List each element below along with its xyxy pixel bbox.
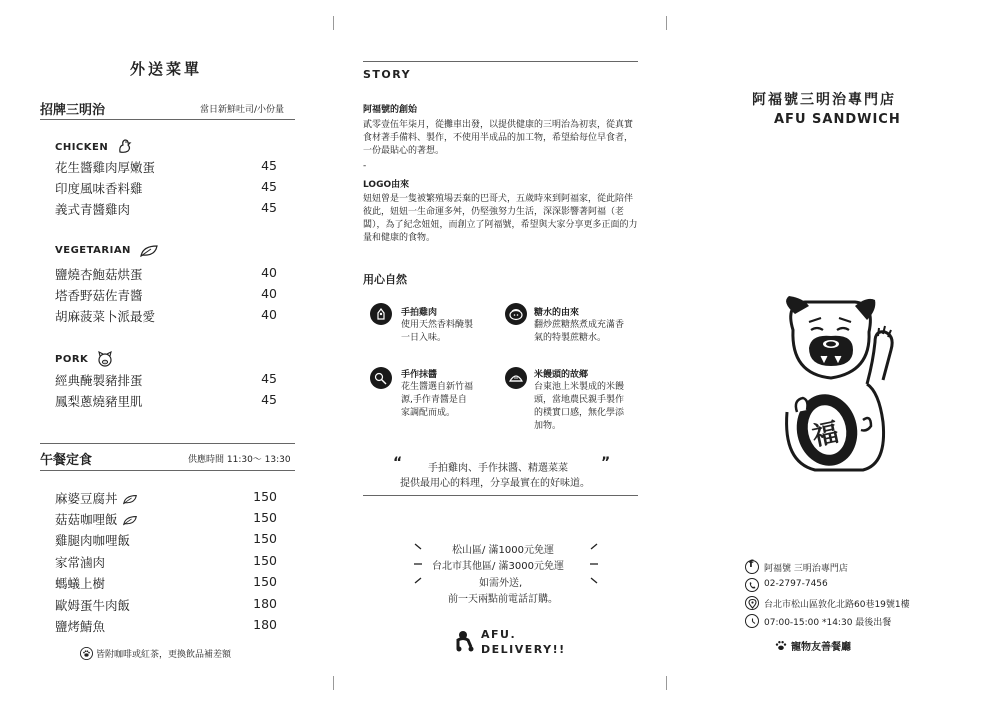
- pug-mascot-logo: [775, 292, 900, 477]
- delivery-line: 如需外送,: [479, 578, 523, 589]
- shop-title-en: AFU SANDWICH: [774, 112, 901, 127]
- fold-mark: [666, 676, 667, 690]
- item-name: 雞腿肉咖哩飯: [55, 533, 131, 548]
- divider: [40, 119, 295, 120]
- quote-line-2: 提供最用心的料理，分享最實在的好味道。: [400, 478, 590, 489]
- care-title: 用心自然: [363, 273, 407, 286]
- menu-item: [55, 531, 277, 551]
- item-price: 180: [253, 617, 277, 632]
- item-price: 45: [261, 392, 277, 407]
- delivery-logo-line-1: AFU.: [481, 628, 517, 641]
- signature-heading: 招牌三明治: [40, 103, 106, 118]
- paw-icon: [775, 640, 787, 651]
- item-name: 印度風味香料雞: [55, 181, 143, 196]
- menu-item: [55, 286, 277, 306]
- chicken-icon: [116, 137, 134, 155]
- menu-item: [55, 489, 277, 509]
- menu-item: [55, 371, 277, 391]
- leaf-icon: [122, 515, 138, 526]
- item-name: 塔香野菇佐青醬: [55, 288, 143, 303]
- feature-desc: 翻炒蔗糖熬煮成充滿香氣的特製蔗糖水。: [534, 320, 625, 343]
- shop-title-zh: 阿福號三明治專門店: [752, 92, 896, 108]
- feature-desc: 使用天然香料醃製一日入味。: [401, 320, 474, 343]
- item-price: 45: [261, 200, 277, 215]
- divider: [363, 495, 638, 496]
- leaf-icon: [122, 494, 138, 505]
- sparkle-marks-right: [586, 542, 600, 586]
- pet-friendly-badge: 寵物友善餐廳: [775, 638, 851, 653]
- logo-text: 妞妞曾是一隻被繁殖場丟棄的巴哥犬，五歲時來到阿福家，從此陪伴彼此，妞妞一生命運多舛，仍堅強努力生活，深深影響著阿福（老闆），為了紀念妞妞，而創立了阿福號，希望與大家分享更多正面的力量和健康的食物。: [363, 194, 638, 243]
- fold-mark: [666, 16, 667, 30]
- leaf-icon: [139, 244, 159, 258]
- feature-title: 手作抹醬: [401, 370, 438, 380]
- item-name: 經典醃製豬排蛋: [55, 373, 143, 388]
- fold-mark: [333, 676, 334, 690]
- menu-item: [55, 574, 277, 594]
- menu-item: [55, 179, 277, 199]
- feature-title: 糖水的由來: [534, 308, 580, 318]
- menu-item: [55, 158, 277, 178]
- spread-icon: [370, 367, 392, 389]
- fold-mark: [333, 16, 334, 30]
- feature-desc: 花生醬選自新竹福源,手作青醬是自家調配而成。: [401, 382, 474, 418]
- category-label: CHICKEN: [55, 142, 109, 153]
- item-price: 150: [253, 489, 277, 504]
- quote-line-1: 手拍雞肉、手作抹醬、精選菜菜: [428, 463, 568, 474]
- lunch-footnote: 皆附咖啡或紅茶，更換飲品補差額: [80, 647, 231, 660]
- category-vegetarian: [55, 244, 159, 258]
- divider: [363, 61, 638, 62]
- menu-item: [55, 510, 277, 530]
- location-pin-icon: [745, 596, 759, 610]
- lunch-heading: 午餐定食: [40, 453, 93, 468]
- item-price: 150: [253, 510, 277, 525]
- paw-icon: [80, 647, 93, 660]
- signature-note: 當日新鮮吐司/小份量: [200, 105, 285, 115]
- chicken-hand-icon: [370, 303, 392, 325]
- menu-item: [55, 307, 277, 327]
- divider: [40, 443, 295, 444]
- rice-bun-icon: [505, 367, 527, 389]
- item-name: 花生醬雞肉厚嫩蛋: [55, 160, 156, 175]
- category-chicken: [55, 137, 134, 155]
- item-name: 歐姆蛋牛肉飯: [55, 598, 131, 613]
- separator-dash: -: [363, 161, 367, 171]
- contact-phone: 02-2797-7456: [764, 579, 828, 589]
- delivery-line: 松山區/ 滿1000元免運: [452, 545, 554, 556]
- category-label: VEGETARIAN: [55, 245, 131, 256]
- item-price: 45: [261, 371, 277, 386]
- item-name: 胡麻菠菜卜派最愛: [55, 309, 156, 324]
- item-name: 菇菇咖哩飯: [55, 510, 138, 528]
- menu-item: [55, 392, 277, 412]
- story-heading: STORY: [363, 68, 412, 81]
- item-name: 義式青醬雞肉: [55, 202, 131, 217]
- feature-desc: 台東池上米製成的米饅頭，當地農民親手製作的樸實口感，無化學添加物。: [534, 382, 625, 431]
- logo-title: LOGO由來: [363, 180, 410, 190]
- delivery-logo-line-2: DELIVERY!!: [481, 643, 566, 656]
- pig-icon: [96, 351, 114, 367]
- item-name: 鹽燒杏鮑菇烘蛋: [55, 267, 143, 282]
- facebook-icon: f: [745, 560, 759, 574]
- menu-item: [55, 265, 277, 285]
- menu-item: [55, 596, 277, 616]
- contact-address: 台北市松山區敦化北路60巷19號1樓: [764, 600, 910, 610]
- contact-hours: 07:00-15:00 *14:30 最後出餐: [764, 618, 892, 628]
- contact-facebook: 阿福號 三明治專門店: [764, 564, 848, 574]
- origin-title: 阿福號的創始: [363, 105, 418, 115]
- delivery-line: 前一天兩點前電話訂購。: [448, 594, 558, 605]
- scooter-icon: [454, 627, 476, 653]
- quote-open: “: [393, 455, 403, 471]
- delivery-line: 台北市其他區/ 滿3000元免運: [432, 561, 564, 572]
- menu-title: 外送菜單: [130, 60, 203, 78]
- item-name: 鹽烤鯖魚: [55, 619, 106, 634]
- item-name: 家常滷肉: [55, 555, 106, 570]
- sparkle-marks-left: [412, 542, 426, 586]
- menu-item: [55, 553, 277, 573]
- item-price: 150: [253, 553, 277, 568]
- item-price: 45: [261, 158, 277, 173]
- item-price: 40: [261, 286, 277, 301]
- lucky-character: 福: [809, 417, 842, 453]
- category-label: PORK: [55, 354, 89, 365]
- divider: [40, 470, 295, 471]
- item-price: 40: [261, 265, 277, 280]
- item-price: 45: [261, 179, 277, 194]
- item-name: 鳳梨蔥燒豬里肌: [55, 394, 143, 409]
- item-price: 40: [261, 307, 277, 322]
- item-name: 麻婆豆腐丼: [55, 489, 138, 507]
- item-name: 螞蟻上樹: [55, 576, 106, 591]
- origin-text: 貳零壹伍年柒月，從攤車出發，以提供健康的三明治為初衷，從真實食材著手備料、製作，不使用半成品的加工物，希望給每位早食者，一份最貼心的著想。: [363, 120, 634, 156]
- phone-icon: [745, 578, 759, 592]
- item-price: 150: [253, 574, 277, 589]
- feature-title: 手拍雞肉: [401, 308, 438, 318]
- feature-title: 米饅頭的故鄉: [534, 370, 589, 380]
- quote-close: ”: [601, 455, 611, 471]
- lunch-note: 供應時間 11:30〜 13:30: [188, 455, 291, 465]
- menu-item: [55, 200, 277, 220]
- menu-item: [55, 617, 277, 637]
- item-price: 180: [253, 596, 277, 611]
- item-price: 150: [253, 531, 277, 546]
- clock-icon: [745, 614, 759, 628]
- category-pork: [55, 351, 114, 367]
- sugar-pot-icon: [505, 303, 527, 325]
